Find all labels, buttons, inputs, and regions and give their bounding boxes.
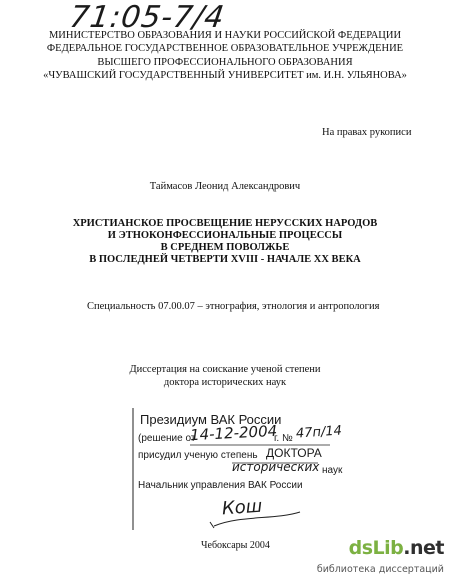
logo-brand-suffix: .net (403, 537, 444, 559)
header-line: ВЫСШЕГО ПРОФЕССИОНАЛЬНОГО ОБРАЗОВАНИЯ (97, 56, 353, 68)
header-line: «ЧУВАШСКИЙ ГОСУДАРСТВЕННЫЙ УНИВЕРСИТЕТ им. И.Н. УЛЬЯНОВА» (43, 69, 407, 81)
rights-note: На правах рукописи (322, 127, 412, 138)
stamp-awarded: присудил ученую степень (138, 450, 258, 461)
city-year: Чебоксары 2004 (201, 540, 270, 551)
degree-line: доктора исторических наук (163, 377, 287, 388)
stamp-decision-prefix: (решение от (138, 433, 196, 444)
logo-brand-prefix: dsLib (348, 537, 404, 559)
degree-line: Диссертация на соискание ученой степени (129, 364, 321, 375)
stamp-degree: ДОКТОРА (266, 446, 322, 460)
dslib-tagline: библиотека диссертаций (316, 564, 444, 575)
title-line: И ЭТНОКОНФЕССИОНАЛЬНЫЕ ПРОЦЕССЫ (107, 230, 343, 241)
stamp-decision-number: 47п/14 (295, 423, 343, 442)
header-line: ФЕДЕРАЛЬНОЕ ГОСУДАРСТВЕННОЕ ОБРАЗОВАТЕЛЬНОЕ УЧРЕЖДЕНИЕ (46, 43, 404, 55)
title-line: В СРЕДНЕМ ПОВОЛЖЬЕ (160, 242, 290, 253)
specialty-line: Специальность 07.00.07 – этнография, этнология и антропология (87, 301, 380, 312)
stamp-science-suffix: наук (322, 465, 343, 476)
stamp-science-field: исторических (232, 460, 320, 474)
title-line: ХРИСТИАНСКОЕ ПРОСВЕЩЕНИЕ НЕРУССКИХ НАРОДОВ (72, 218, 378, 229)
title-line: В ПОСЛЕДНЕЙ ЧЕТВЕРТИ XVIII - НАЧАЛЕ XX ВЕКА (89, 254, 361, 265)
handwritten-catalog-code: 71:05-7/4 (67, 0, 228, 35)
stamp-title: Президиум ВАК России (140, 412, 282, 427)
stamp-signature: Кош (221, 495, 263, 520)
dslib-logo[interactable] (349, 537, 444, 559)
stamp-decision-no-prefix: г. № (274, 433, 293, 444)
stamp-chief: Начальник управления ВАК России (138, 480, 303, 491)
stamp-decision-date: 14-12-2004 (189, 421, 278, 445)
header-line: МИНИСТЕРСТВО ОБРАЗОВАНИЯ И НАУКИ РОССИЙСКОЙ ФЕДЕРАЦИИ (48, 30, 402, 41)
author-name: Таймасов Леонид Александрович (149, 181, 301, 192)
dslib-watermark[interactable] (316, 537, 450, 582)
